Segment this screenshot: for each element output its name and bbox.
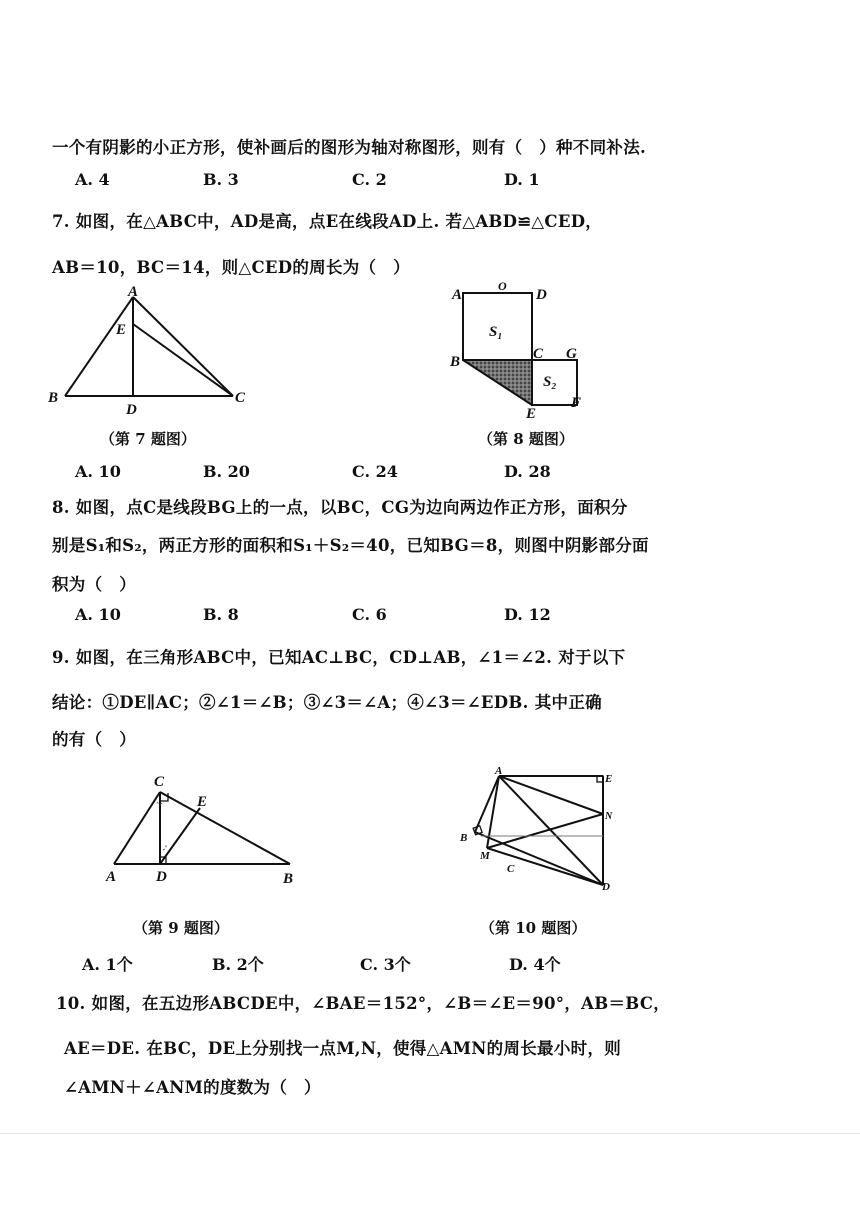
q7-label-c: C	[235, 390, 246, 406]
q9-label-b: B	[283, 871, 294, 887]
q10-caption: （第 10 题图）	[480, 919, 587, 937]
q10-line2: AE＝DE. 在BC，DE上分别找一点M,N，使得△AMN的周长最小时，则	[64, 1039, 622, 1058]
q8-line3: 积为（ ）	[52, 575, 136, 594]
q7-option-c: C. 24	[352, 462, 398, 481]
q10-label-m: M	[480, 850, 490, 862]
q10-label-e: E	[605, 773, 613, 785]
q9-label-d: D	[156, 869, 167, 885]
q10-line1: 10. 如图，在五边形ABCDE中，∠BAE＝152°，∠B＝∠E＝90°，AB＝BC，	[56, 994, 671, 1013]
q7-label-d: D	[126, 402, 137, 418]
q8-figure	[440, 278, 600, 422]
q9-option-a: A. 1个	[82, 955, 133, 974]
q9-option-d: D. 4个	[509, 955, 561, 974]
q7-label-b: B	[48, 390, 59, 406]
q10-label-n: N	[605, 811, 613, 822]
q6-option-b: B. 3	[203, 170, 239, 189]
q8-line2: 别是S₁和S₂，两正方形的面积和S₁＋S₂＝40，已知BG＝8，则图中阴影部分面	[52, 536, 649, 555]
q7-option-b: B. 20	[203, 462, 250, 481]
q8-label-g: G	[566, 346, 577, 362]
q9-label-a: A	[106, 869, 117, 885]
q7-line1: 7. 如图，在△ABC中，AD是高，点E在线段AD上. 若△ABD≌△CED，	[52, 212, 603, 231]
q8-option-b: B. 8	[203, 605, 239, 624]
q9-line2: 结论：①DE∥AC；②∠1＝∠B；③∠3＝∠A；④∠3＝∠EDB. 其中正确	[52, 693, 602, 712]
q6-option-a: A. 4	[75, 170, 110, 189]
q9-line3: 的有（ ）	[52, 730, 136, 749]
q8-label-b: B	[450, 354, 461, 370]
q7-label-a: A	[128, 284, 139, 300]
q7-label-e: E	[116, 322, 127, 338]
q6-text: 一个有阴影的小正方形，使补画后的图形为轴对称图形，则有（ ）种不同补法.	[52, 138, 647, 157]
q10-label-d: D	[602, 881, 610, 893]
q8-option-c: C. 6	[352, 605, 387, 624]
q6-option-d: D. 1	[504, 170, 540, 189]
q7-line2: AB＝10，BC＝14，则△CED的周长为（ ）	[52, 258, 410, 277]
q8-label-d: D	[536, 287, 547, 303]
q10-label-c: C	[507, 863, 515, 875]
q7-option-a: A. 10	[75, 462, 121, 481]
q8-option-d: D. 12	[504, 605, 551, 624]
q6-option-c: C. 2	[352, 170, 387, 189]
q7-figure	[40, 280, 270, 420]
q8-label-s1: S₁	[489, 324, 503, 340]
q8-label-f: F	[571, 395, 582, 411]
q8-caption: （第 8 题图）	[478, 430, 574, 448]
q9-figure	[100, 768, 310, 888]
page-divider	[0, 1133, 860, 1134]
q9-label-c: C	[154, 774, 165, 790]
q8-label-e: E	[526, 406, 537, 422]
q8-label-s2: S₂	[543, 374, 557, 390]
q8-line1: 8. 如图，点C是线段BG上的一点，以BC，CG为边向两边作正方形，面积分	[52, 498, 628, 517]
q7-caption: （第 7 题图）	[100, 430, 196, 448]
q9-caption: （第 9 题图）	[133, 919, 229, 937]
q10-line3: ∠AMN＋∠ANM的度数为（ ）	[64, 1078, 321, 1097]
q8-label-a: A	[452, 287, 463, 303]
q9-label-e: E	[197, 794, 208, 810]
q10-label-a: A	[495, 765, 503, 777]
q9-line1: 9. 如图，在三角形ABC中，已知AC⊥BC，CD⊥AB，∠1＝∠2. 对于以下	[52, 648, 626, 667]
q9-option-c: C. 3个	[360, 955, 411, 974]
q8-label-o: O	[498, 279, 507, 293]
q10-label-b: B	[460, 832, 468, 844]
q8-label-c: C	[533, 346, 544, 362]
q9-option-b: B. 2个	[212, 955, 264, 974]
q7-option-d: D. 28	[504, 462, 551, 481]
q8-option-a: A. 10	[75, 605, 121, 624]
q10-figure	[455, 762, 625, 897]
